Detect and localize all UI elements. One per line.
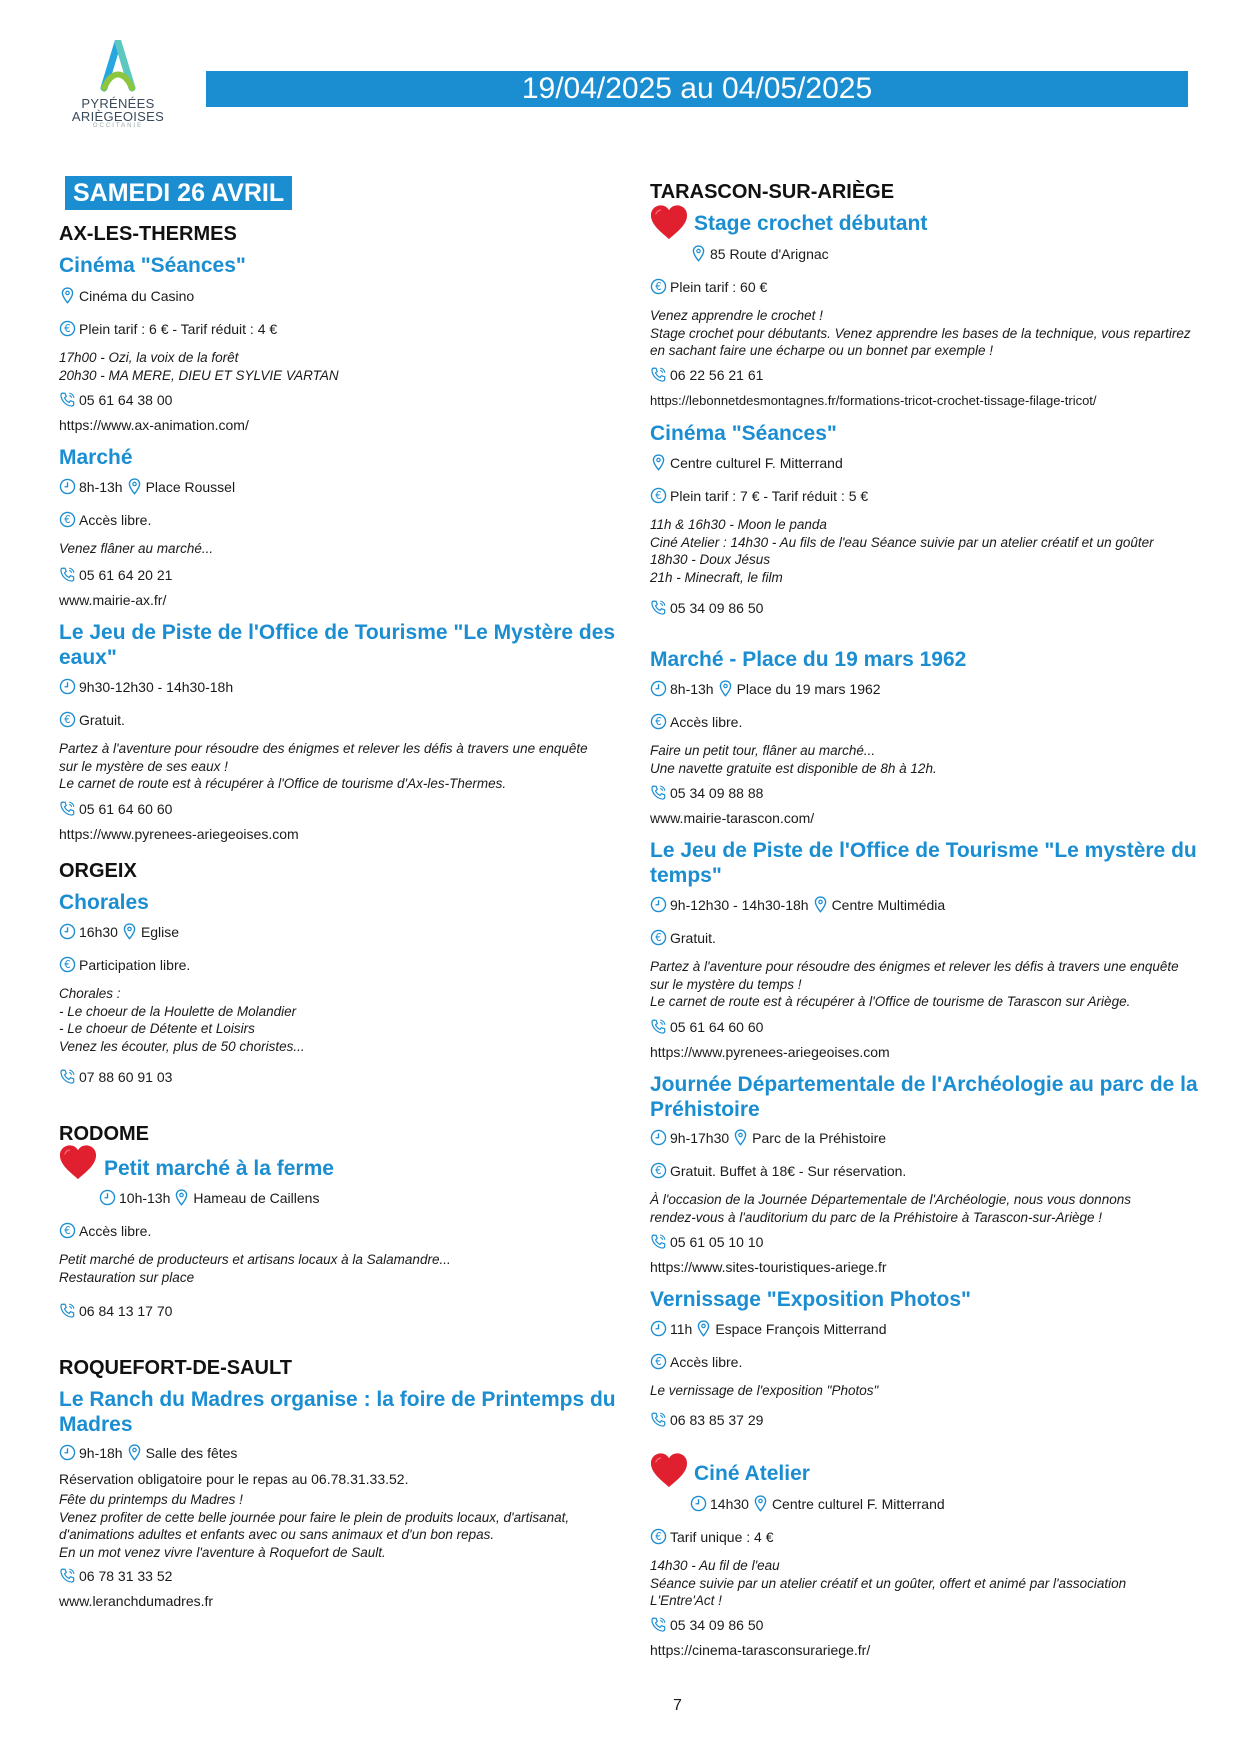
euro-icon bbox=[650, 278, 667, 295]
location-pin-icon bbox=[732, 1129, 749, 1146]
town-orgeix: ORGEIX bbox=[59, 860, 137, 882]
event-url[interactable]: https://www.pyrenees-ariegeoises.com bbox=[650, 1044, 890, 1060]
date-range-banner: 19/04/2025 au 04/05/2025 bbox=[206, 71, 1188, 107]
event-url[interactable]: www.mairie-ax.fr/ bbox=[59, 592, 167, 608]
event-title-marche-ax: Marché bbox=[59, 446, 133, 469]
event-time-location: 8h-13h Place du 19 mars 1962 bbox=[650, 680, 881, 698]
location-pin-icon bbox=[126, 1444, 143, 1461]
event-description: 14h30 - Au fil de l'eau Séance suivie par un atelier créatif et un goûter, offert et animé par l'association L'Entre'Act ! bbox=[650, 1558, 1127, 1608]
euro-icon bbox=[650, 929, 667, 946]
page-number: 7 bbox=[673, 1697, 682, 1714]
location-pin-icon bbox=[752, 1495, 769, 1512]
location-pin-icon bbox=[121, 923, 138, 940]
heart-icon bbox=[648, 1451, 690, 1489]
location-pin-icon bbox=[650, 454, 667, 471]
event-title-cinema-tarascon: Cinéma "Séances" bbox=[650, 422, 837, 445]
event-reservation: Réservation obligatoire pour le repas au 06.78.31.33.52. bbox=[59, 1471, 409, 1487]
phone-icon bbox=[59, 391, 76, 408]
phone-icon bbox=[650, 1616, 667, 1633]
event-title-petit-marche: Petit marché à la ferme bbox=[104, 1157, 334, 1180]
day-heading: SAMEDI 26 AVRIL bbox=[65, 176, 292, 210]
event-time-location: 10h-13h Hameau de Caillens bbox=[99, 1189, 319, 1207]
event-description: 17h00 - Ozi, la voix de la forêt 20h30 - MA MERE, DIEU ET SYLVIE VARTAN bbox=[59, 350, 339, 383]
event-url[interactable]: https://www.sites-touristiques-ariege.fr bbox=[650, 1259, 887, 1275]
event-phone: 05 34 09 88 88 bbox=[650, 784, 763, 802]
event-description: Petit marché de producteurs et artisans locaux à la Salamandre... Restauration sur place bbox=[59, 1252, 451, 1285]
event-phone: 05 61 64 38 00 bbox=[59, 391, 172, 409]
event-title-ranch: Le Ranch du Madres organise : la foire de Printemps du Madres bbox=[59, 1388, 616, 1436]
event-title-jeu-ax: Le Jeu de Piste de l'Office de Tourisme "Le Mystère des eaux" bbox=[59, 621, 616, 669]
event-price: Participation libre. bbox=[59, 956, 190, 974]
event-description: Le vernissage de l'exposition "Photos" bbox=[650, 1383, 879, 1398]
event-title-stage-crochet: Stage crochet débutant bbox=[694, 212, 928, 235]
town-roquefort-de-sault: ROQUEFORT-DE-SAULT bbox=[59, 1357, 292, 1379]
euro-icon bbox=[59, 956, 76, 973]
town-ax-les-thermes: AX-LES-THERMES bbox=[59, 223, 237, 245]
event-phone: 05 61 64 60 60 bbox=[650, 1018, 763, 1036]
event-description: Venez flâner au marché... bbox=[59, 541, 214, 556]
location-pin-icon bbox=[59, 287, 76, 304]
phone-icon bbox=[650, 784, 667, 801]
phone-icon bbox=[59, 800, 76, 817]
event-price: Gratuit. Buffet à 18€ - Sur réservation. bbox=[650, 1162, 906, 1180]
location-pin-icon bbox=[690, 245, 707, 262]
event-price: Accès libre. bbox=[59, 511, 151, 529]
event-description: Faire un petit tour, flâner au marché... Une navette gratuite est disponible de 8h à 12h. bbox=[650, 743, 937, 776]
clock-icon bbox=[650, 1129, 667, 1146]
event-title-journee-archeologie: Journée Départementale de l'Archéologie au parc de la Préhistoire bbox=[650, 1073, 1198, 1121]
event-price: Gratuit. bbox=[650, 929, 716, 947]
clock-icon bbox=[650, 680, 667, 697]
event-phone: 05 61 64 60 60 bbox=[59, 800, 172, 818]
clock-icon bbox=[59, 478, 76, 495]
event-url[interactable]: www.mairie-tarascon.com/ bbox=[650, 810, 815, 826]
heart-icon bbox=[57, 1143, 99, 1181]
phone-icon bbox=[59, 1567, 76, 1584]
event-description: À l'occasion de la Journée Départementale de l'Archéologie, nous vous donnons rendez-vous à l'auditorium du parc de la Préhistoire à Tarascon-sur-Ariège ! bbox=[650, 1192, 1131, 1225]
euro-icon bbox=[650, 487, 667, 504]
event-price: Accès libre. bbox=[650, 1353, 742, 1371]
event-description: Venez apprendre le crochet ! Stage crochet pour débutants. Venez apprendre les bases de la technique, vous repartirez en sachant faire une écharpe ou un bonnet par exemple ! bbox=[650, 308, 1191, 358]
phone-icon bbox=[650, 1411, 667, 1428]
event-price: Plein tarif : 60 € bbox=[650, 278, 767, 296]
event-phone: 05 34 09 86 50 bbox=[650, 599, 763, 617]
event-description: Fête du printemps du Madres ! Venez profiter de cette belle journée pour faire le plein de produits locaux, d'artisanat, d'animations adultes et enfants avec ou sans animaux et d'un bon repas. En un mot venez vivre l'aventure à Roquefort de Sault. bbox=[59, 1492, 570, 1560]
phone-icon bbox=[59, 566, 76, 583]
event-time-location: 16h30 Eglise bbox=[59, 923, 179, 941]
event-time-location: 9h-17h30 Parc de la Préhistoire bbox=[650, 1129, 886, 1147]
event-phone: 06 22 56 21 61 bbox=[650, 366, 763, 384]
logo-mark-icon bbox=[96, 40, 140, 92]
event-title-vernissage: Vernissage "Exposition Photos" bbox=[650, 1288, 971, 1311]
event-phone: 06 78 31 33 52 bbox=[59, 1567, 172, 1585]
location-pin-icon bbox=[695, 1320, 712, 1337]
town-rodome: RODOME bbox=[59, 1123, 149, 1145]
logo-text-line3: OCCITANIE bbox=[92, 123, 144, 129]
euro-icon bbox=[59, 511, 76, 528]
event-phone: 06 83 85 37 29 bbox=[650, 1411, 763, 1429]
event-title-chorales: Chorales bbox=[59, 891, 149, 914]
event-url[interactable]: https://www.ax-animation.com/ bbox=[59, 417, 249, 433]
euro-icon bbox=[650, 1162, 667, 1179]
event-price: Tarif unique : 4 € bbox=[650, 1528, 774, 1546]
euro-icon bbox=[59, 1222, 76, 1239]
euro-icon bbox=[650, 1353, 667, 1370]
clock-icon bbox=[690, 1495, 707, 1512]
event-phone: 05 61 05 10 10 bbox=[650, 1233, 763, 1251]
location-pin-icon bbox=[812, 896, 829, 913]
event-price: Plein tarif : 7 € - Tarif réduit : 5 € bbox=[650, 487, 868, 505]
event-time-location: 11h Espace François Mitterrand bbox=[650, 1320, 887, 1338]
euro-icon bbox=[650, 713, 667, 730]
event-url[interactable]: https://www.pyrenees-ariegeoises.com bbox=[59, 826, 299, 842]
event-title-marche-tarascon: Marché - Place du 19 mars 1962 bbox=[650, 648, 967, 671]
event-time-location: 14h30 Centre culturel F. Mitterrand bbox=[690, 1495, 945, 1513]
euro-icon bbox=[650, 1528, 667, 1545]
euro-icon bbox=[59, 320, 76, 337]
event-time-location: 9h-12h30 - 14h30-18h Centre Multimédia bbox=[650, 896, 945, 914]
location-pin-icon bbox=[717, 680, 734, 697]
event-price: Accès libre. bbox=[650, 713, 742, 731]
event-phone: 05 61 64 20 21 bbox=[59, 566, 172, 584]
clock-icon bbox=[59, 678, 76, 695]
event-phone: 06 84 13 17 70 bbox=[59, 1302, 172, 1320]
clock-icon bbox=[650, 896, 667, 913]
heart-icon bbox=[648, 203, 690, 241]
location-pin-icon bbox=[173, 1189, 190, 1206]
event-url[interactable]: www.leranchdumadres.fr bbox=[59, 1593, 214, 1609]
event-url[interactable]: https://cinema-tarasconsurariege.fr/ bbox=[650, 1642, 871, 1658]
event-time: 9h30-12h30 - 14h30-18h bbox=[59, 678, 233, 696]
event-title-cinema-ax: Cinéma "Séances" bbox=[59, 254, 246, 277]
phone-icon bbox=[59, 1068, 76, 1085]
logo-text-line2: ARIÈGEOISES bbox=[71, 109, 165, 124]
event-description: 11h & 16h30 - Moon le panda Ciné Atelier : 14h30 - Au fils de l'eau Séance suivie par un atelier créatif et un goûter 18h30 - Doux Jésus 21h - Minecraft, le film bbox=[650, 517, 1154, 585]
phone-icon bbox=[650, 1018, 667, 1035]
event-price: Plein tarif : 6 € - Tarif réduit : 4 € bbox=[59, 320, 277, 338]
event-time-location: 8h-13h Place Roussel bbox=[59, 478, 235, 496]
location-pin-icon bbox=[126, 478, 143, 495]
logo bbox=[68, 40, 168, 129]
euro-icon bbox=[59, 711, 76, 728]
logo-text-line1: PYRÉNÉES bbox=[81, 96, 155, 111]
event-price: Gratuit. bbox=[59, 711, 125, 729]
event-location: Centre culturel F. Mitterrand bbox=[650, 454, 843, 472]
event-location: 85 Route d'Arignac bbox=[690, 245, 829, 263]
event-phone: 05 34 09 86 50 bbox=[650, 1616, 763, 1634]
clock-icon bbox=[59, 1444, 76, 1461]
event-description: Partez à l'aventure pour résoudre des énigmes et relever les défis à travers une enquête sur le mystère de ses eaux ! Le carnet de route est à récupérer à l'Office de tourisme d'Ax-les-Thermes. bbox=[59, 741, 588, 791]
event-phone: 07 88 60 91 03 bbox=[59, 1068, 172, 1086]
town-tarascon: TARASCON-SUR-ARIÈGE bbox=[650, 181, 895, 203]
clock-icon bbox=[59, 923, 76, 940]
phone-icon bbox=[650, 366, 667, 383]
event-time-location: 9h-18h Salle des fêtes bbox=[59, 1444, 237, 1462]
clock-icon bbox=[650, 1320, 667, 1337]
event-title-cine-atelier: Ciné Atelier bbox=[694, 1462, 810, 1485]
clock-icon bbox=[99, 1189, 116, 1206]
event-description: Partez à l'aventure pour résoudre des énigmes et relever les défis à travers une enquête sur le mystère du temps ! Le carnet de route est à récupérer à l'Office de tourisme de Tarascon sur Ariège. bbox=[650, 959, 1179, 1009]
event-price: Accès libre. bbox=[59, 1222, 151, 1240]
phone-icon bbox=[650, 1233, 667, 1250]
phone-icon bbox=[59, 1302, 76, 1319]
phone-icon bbox=[650, 599, 667, 616]
event-description: Chorales : - Le choeur de la Houlette de Molandier - Le choeur de Détente et Loisirs Venez les écouter, plus de 50 choristes... bbox=[59, 986, 305, 1054]
event-title-jeu-tarascon: Le Jeu de Piste de l'Office de Tourisme "Le mystère du temps" bbox=[650, 839, 1197, 887]
event-location: Cinéma du Casino bbox=[59, 287, 194, 305]
event-url[interactable]: https://lebonnetdesmontagnes.fr/formations-tricot-crochet-tissage-filage-tricot/ bbox=[650, 393, 1097, 408]
